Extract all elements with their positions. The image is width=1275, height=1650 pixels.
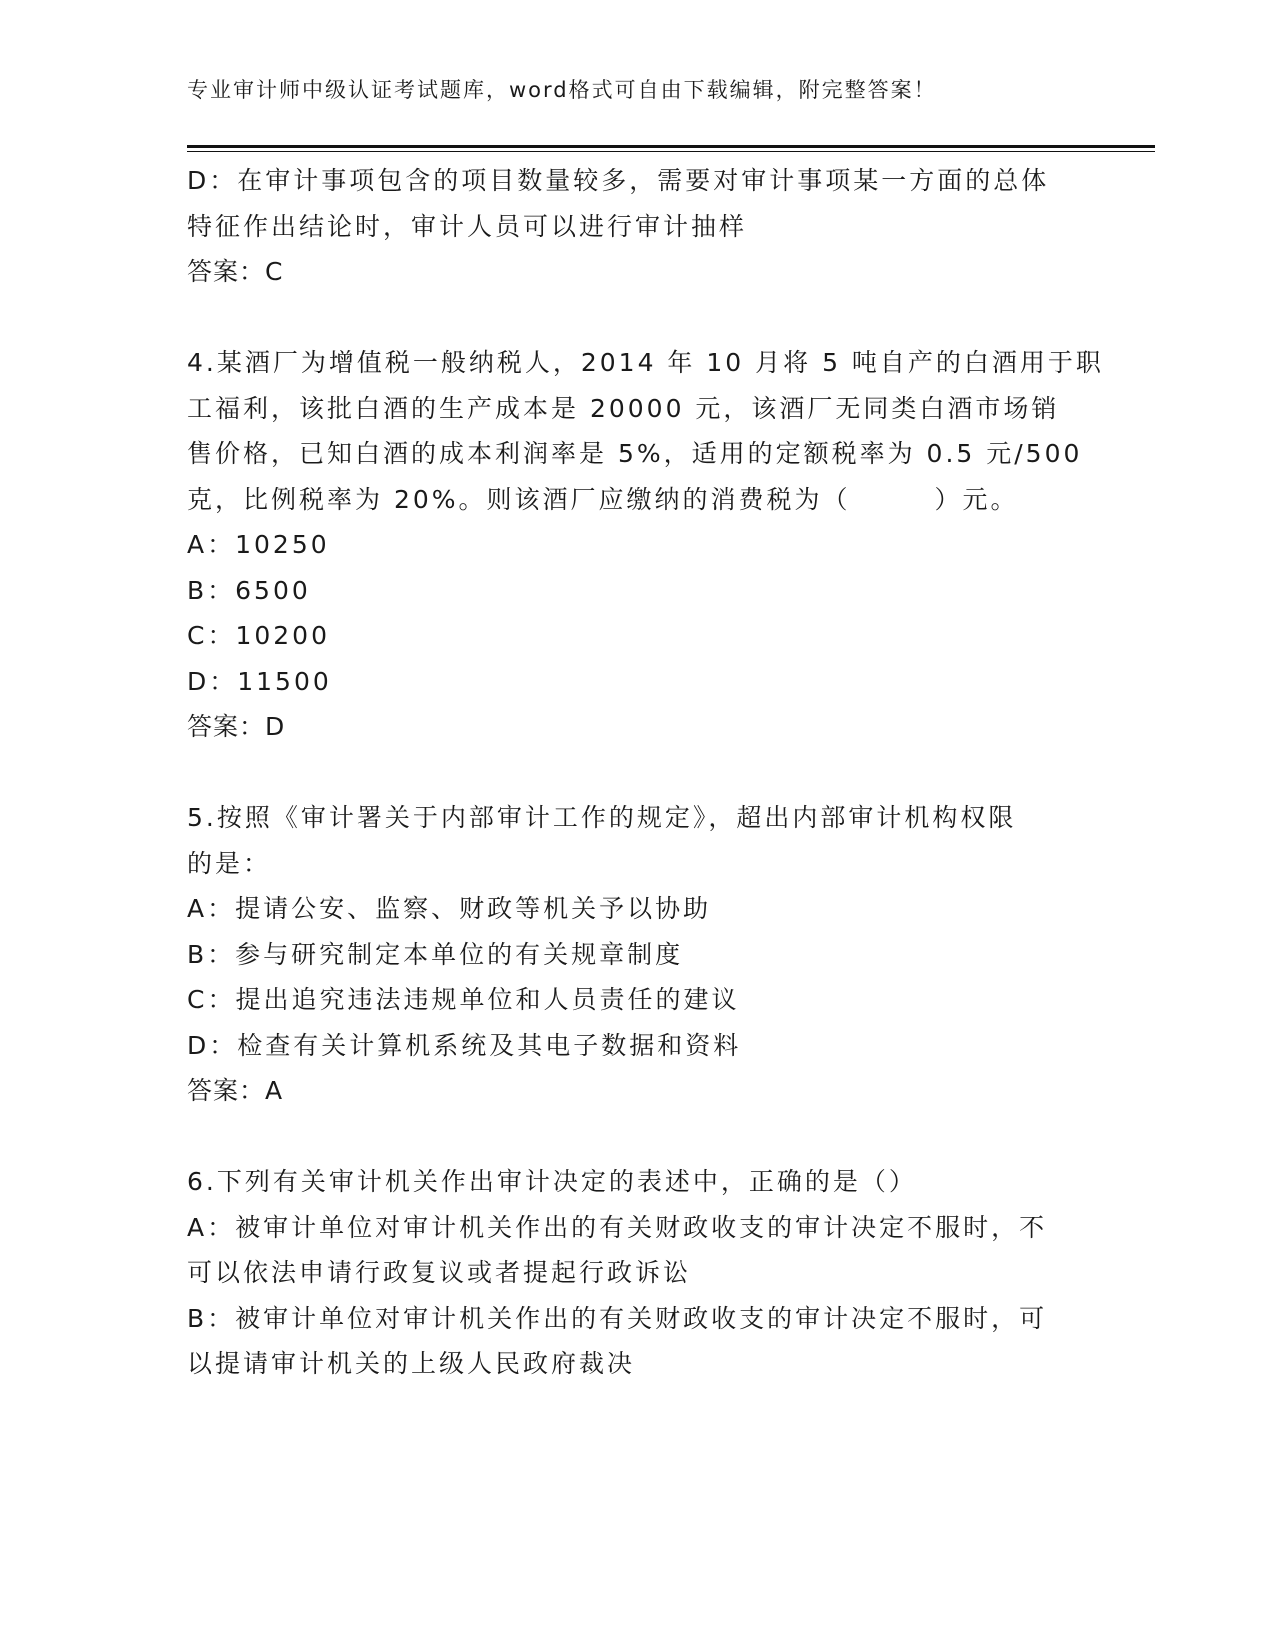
question-stem: 的是： bbox=[187, 848, 272, 878]
option-b: B：被审计单位对审计机关作出的有关财政收支的审计决定不服时，可 bbox=[187, 1303, 1048, 1333]
option-a: A：被审计单位对审计机关作出的有关财政收支的审计决定不服时，不 bbox=[187, 1212, 1048, 1242]
answer-value: A bbox=[265, 1076, 284, 1105]
answer-value: D bbox=[265, 712, 286, 741]
question-stem: 6.下列有关审计机关作出审计决定的表述中，正确的是（） bbox=[187, 1167, 917, 1196]
question-stem: 售价格，已知白酒的成本利润率是 5%，适用的定额税率为 0.5 元/500 bbox=[187, 439, 1083, 468]
spacer bbox=[187, 1114, 1097, 1160]
page-header: 专业审计师中级认证考试题库，word格式可自由下载编辑，附完整答案！ bbox=[187, 78, 937, 102]
question-stem: 工福利，该批白酒的生产成本是 20000 元，该酒厂无同类白酒市场销 bbox=[187, 393, 1060, 423]
header-rule-thin bbox=[187, 151, 1155, 152]
answer-label: 答案： bbox=[187, 712, 266, 741]
answer-label: 答案： bbox=[187, 1076, 266, 1105]
spacer bbox=[187, 295, 1097, 341]
option-d: D：检查有关计算机系统及其电子数据和资料 bbox=[187, 1030, 742, 1060]
option-a: A：提请公安、监察、财政等机关予以协助 bbox=[187, 894, 712, 923]
option-c: C：提出追究违法违规单位和人员责任的建议 bbox=[187, 985, 740, 1014]
option-a-cont: 可以依法申请行政复议或者提起行政诉讼 bbox=[187, 1258, 692, 1287]
option-d: D：11500 bbox=[187, 666, 332, 696]
option-b: B：6500 bbox=[187, 575, 311, 605]
question-5 bbox=[187, 795, 1097, 1114]
question-3 bbox=[187, 158, 1097, 295]
header-rule bbox=[187, 145, 1155, 148]
question-stem: 4.某酒厂为增值税一般纳税人，2014 年 10 月将 5 吨自产的白酒用于职 bbox=[187, 348, 1104, 377]
option-a: A：10250 bbox=[187, 530, 330, 559]
option-b-cont: 以提请审计机关的上级人民政府裁决 bbox=[187, 1349, 636, 1378]
question-stem: 克，比例税率为 20%。则该酒厂应缴纳的消费税为（ ）元。 bbox=[187, 484, 1019, 514]
option-d-cont: 特征作出结论时，审计人员可以进行审计抽样 bbox=[187, 211, 748, 241]
question-stem: 5.按照《审计署关于内部审计工作的规定》，超出内部审计机构权限 bbox=[187, 803, 1017, 832]
question-4 bbox=[187, 340, 1104, 750]
answer-value: C bbox=[265, 257, 284, 286]
answer bbox=[187, 249, 1097, 295]
answer bbox=[187, 704, 1097, 750]
question-6 bbox=[187, 1159, 1097, 1387]
option-c: C：10200 bbox=[187, 621, 330, 650]
document-body bbox=[187, 158, 1104, 1387]
spacer bbox=[187, 750, 1097, 796]
answer-label: 答案： bbox=[187, 257, 266, 286]
option-d: D：在审计事项包含的项目数量较多，需要对审计事项某一方面的总体 bbox=[187, 166, 1050, 195]
answer bbox=[187, 1068, 1097, 1114]
option-b: B：参与研究制定本单位的有关规章制度 bbox=[187, 939, 684, 969]
